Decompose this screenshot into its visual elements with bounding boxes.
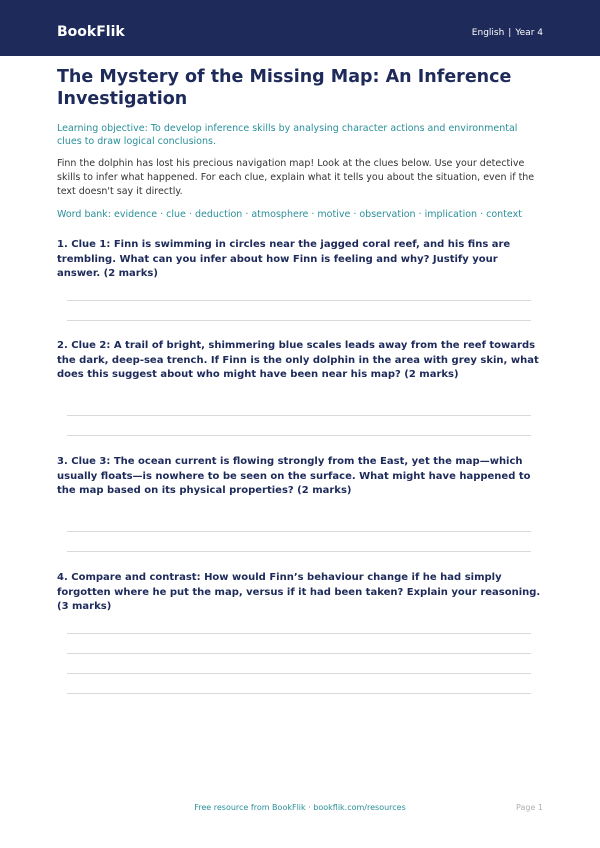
learning-objective: Learning objective: To develop inference skills by analysing character actions and environmental clues to draw logical conclusions. [57,123,518,147]
header-bar [0,0,600,56]
footer-resource-link[interactable]: Free resource from BookFlik · bookflik.com/resources [194,803,406,812]
meta-separator: | [508,28,512,38]
question-2: 2. Clue 2: A trail of bright, shimmering blue scales leads away from the reef towards the dark, deep-sea trench. If Finn is the only dolphin in the area with grey skin, what does this suggest about who might have been near his map? (2 marks) [57,340,539,380]
brand-logo-text[interactable]: BookFlik [57,24,125,40]
answer-line[interactable] [67,531,531,532]
answer-line[interactable] [67,551,531,552]
worksheet-title: The Mystery of the Missing Map: An Inference Investigation [57,67,512,109]
subject-year-label [472,27,543,39]
answer-line[interactable] [67,320,531,321]
question-4: 4. Compare and contrast: How would Finn’s behaviour change if he had simply forgotten where he put the map, versus if it had been taken? Explain your reasoning. (3 marks) [57,572,541,612]
word-bank: Word bank: evidence · clue · deduction · atmosphere · motive · observation · implication · context [57,209,522,220]
subject-label: English [471,28,505,38]
question-1: 1. Clue 1: Finn is swimming in circles near the jagged coral reef, and his fins are trembling. What can you infer about how Finn is feeling and why? Justify your answer. (2 marks) [57,239,511,279]
answer-line[interactable] [67,673,531,674]
intro-paragraph: Finn the dolphin has lost his precious navigation map! Look at the clues below. Use your detective skills to infer what happened. For each clue, explain what it tells you about the situation, even if the text doesn't say it directly. [57,158,535,197]
answer-line[interactable] [67,633,531,634]
answer-line[interactable] [67,653,531,654]
year-label: Year 4 [515,28,543,38]
answer-line[interactable] [67,300,531,301]
answer-line[interactable] [67,435,531,436]
answer-line[interactable] [67,415,531,416]
page-number: Page 1 [516,803,543,812]
question-3: 3. Clue 3: The ocean current is flowing strongly from the East, yet the map—which usually floats—is nowhere to be seen on the surface. What might have happened to the map based on its physical properties? (2 marks) [57,456,531,496]
answer-line[interactable] [67,693,531,694]
